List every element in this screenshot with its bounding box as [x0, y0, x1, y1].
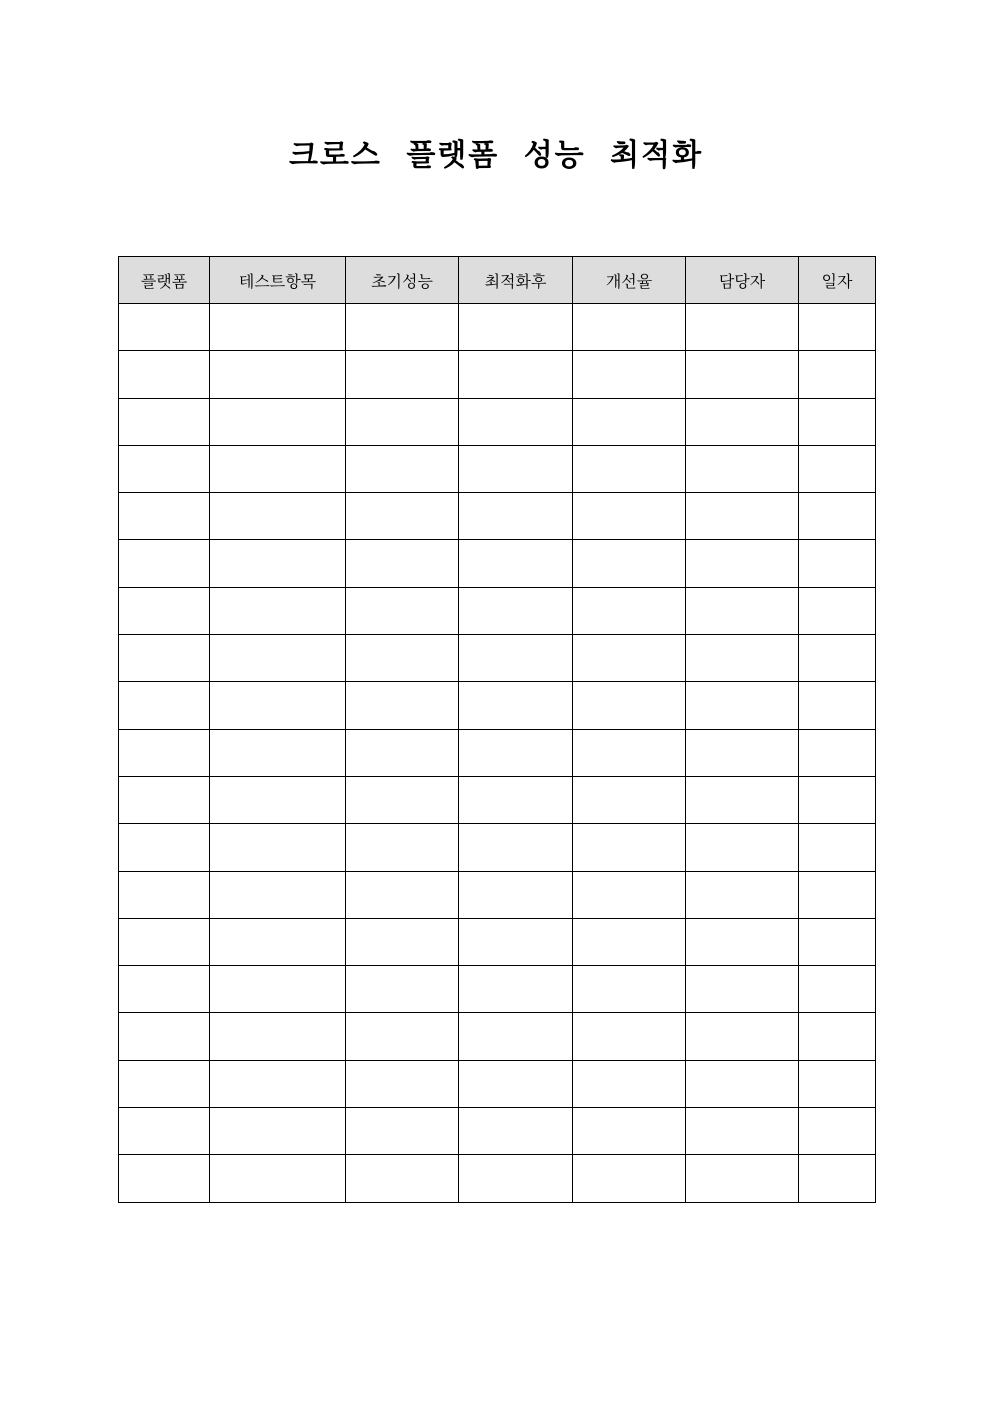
table-row [119, 824, 876, 871]
table-cell[interactable] [119, 1108, 210, 1155]
table-cell[interactable] [119, 776, 210, 823]
table-cell[interactable] [119, 682, 210, 729]
table-cell[interactable] [799, 445, 876, 492]
table-cell[interactable] [210, 304, 346, 351]
table-row [119, 1060, 876, 1107]
table-cell[interactable] [346, 729, 459, 776]
table-cell[interactable] [210, 351, 346, 398]
table-cell[interactable] [346, 966, 459, 1013]
table-cell[interactable] [459, 635, 573, 682]
table-cell[interactable] [459, 682, 573, 729]
table-body [119, 304, 876, 1203]
table-cell[interactable] [799, 398, 876, 445]
table-row [119, 1155, 876, 1202]
table-cell[interactable] [119, 1155, 210, 1202]
table-cell[interactable] [119, 493, 210, 540]
table-cell[interactable] [119, 918, 210, 965]
table-cell[interactable] [799, 540, 876, 587]
table-cell[interactable] [686, 635, 799, 682]
table-row [119, 351, 876, 398]
table-cell[interactable] [346, 351, 459, 398]
table-cell[interactable] [210, 871, 346, 918]
table-cell[interactable] [799, 1013, 876, 1060]
table-cell[interactable] [459, 540, 573, 587]
table-row [119, 493, 876, 540]
table-cell[interactable] [573, 824, 686, 871]
table-cell[interactable] [686, 871, 799, 918]
table-cell[interactable] [686, 304, 799, 351]
table-cell[interactable] [346, 540, 459, 587]
header-improvement-rate: 개선율 [573, 257, 686, 304]
table-row [119, 1013, 876, 1060]
table-cell[interactable] [799, 1060, 876, 1107]
header-date: 일자 [799, 257, 876, 304]
table-cell[interactable] [573, 635, 686, 682]
table-cell[interactable] [459, 445, 573, 492]
table-cell[interactable] [573, 1108, 686, 1155]
table-cell[interactable] [210, 540, 346, 587]
table-cell[interactable] [119, 966, 210, 1013]
table-cell[interactable] [799, 1155, 876, 1202]
table-cell[interactable] [459, 1060, 573, 1107]
table-cell[interactable] [459, 493, 573, 540]
table-cell[interactable] [686, 587, 799, 634]
table-row [119, 445, 876, 492]
table-cell[interactable] [210, 493, 346, 540]
table-cell[interactable] [459, 966, 573, 1013]
table-cell[interactable] [210, 1108, 346, 1155]
table-cell[interactable] [686, 1108, 799, 1155]
table-cell[interactable] [799, 966, 876, 1013]
table-cell[interactable] [210, 824, 346, 871]
table-cell[interactable] [799, 776, 876, 823]
table-cell[interactable] [210, 682, 346, 729]
table-cell[interactable] [346, 493, 459, 540]
table-cell[interactable] [119, 1013, 210, 1060]
table-cell[interactable] [459, 587, 573, 634]
table-cell[interactable] [686, 918, 799, 965]
table-cell[interactable] [459, 398, 573, 445]
table-cell[interactable] [799, 871, 876, 918]
table-cell[interactable] [686, 729, 799, 776]
table-cell[interactable] [210, 729, 346, 776]
table-row [119, 776, 876, 823]
table-cell[interactable] [573, 729, 686, 776]
table-cell[interactable] [210, 966, 346, 1013]
table-row [119, 635, 876, 682]
table-cell[interactable] [686, 493, 799, 540]
table-cell[interactable] [346, 635, 459, 682]
table-cell[interactable] [459, 729, 573, 776]
table-cell[interactable] [346, 682, 459, 729]
table-cell[interactable] [799, 1108, 876, 1155]
table-row [119, 682, 876, 729]
table-cell[interactable] [346, 398, 459, 445]
table-cell[interactable] [573, 493, 686, 540]
table-cell[interactable] [346, 871, 459, 918]
table-cell[interactable] [573, 1060, 686, 1107]
table-cell[interactable] [573, 304, 686, 351]
table-cell[interactable] [119, 398, 210, 445]
table-row [119, 918, 876, 965]
table-cell[interactable] [346, 776, 459, 823]
table-cell[interactable] [346, 918, 459, 965]
table-cell[interactable] [119, 824, 210, 871]
table-cell[interactable] [459, 351, 573, 398]
table-cell[interactable] [119, 540, 210, 587]
table-cell[interactable] [799, 351, 876, 398]
table-cell[interactable] [119, 304, 210, 351]
table-cell[interactable] [459, 824, 573, 871]
table-cell[interactable] [119, 445, 210, 492]
table-cell[interactable] [686, 824, 799, 871]
table-cell[interactable] [210, 635, 346, 682]
table-cell[interactable] [799, 587, 876, 634]
table-cell[interactable] [346, 1013, 459, 1060]
table-cell[interactable] [210, 918, 346, 965]
table-cell[interactable] [686, 351, 799, 398]
table-cell[interactable] [686, 398, 799, 445]
table-cell[interactable] [210, 445, 346, 492]
table-row [119, 587, 876, 634]
table-cell[interactable] [686, 966, 799, 1013]
table-cell[interactable] [573, 918, 686, 965]
table-cell[interactable] [573, 1155, 686, 1202]
table-cell[interactable] [686, 682, 799, 729]
table-cell[interactable] [799, 304, 876, 351]
header-owner: 담당자 [686, 257, 799, 304]
table-row [119, 540, 876, 587]
table-cell[interactable] [346, 587, 459, 634]
table-cell[interactable] [686, 540, 799, 587]
table-cell[interactable] [210, 1060, 346, 1107]
header-initial-performance: 초기성능 [346, 257, 459, 304]
table-cell[interactable] [210, 398, 346, 445]
table-cell[interactable] [210, 1155, 346, 1202]
table-cell[interactable] [459, 871, 573, 918]
performance-table [118, 256, 876, 1203]
table-cell[interactable] [573, 1013, 686, 1060]
table-row [119, 729, 876, 776]
table-cell[interactable] [210, 776, 346, 823]
table-cell[interactable] [346, 445, 459, 492]
table-cell[interactable] [119, 635, 210, 682]
table-cell[interactable] [119, 587, 210, 634]
table-cell[interactable] [119, 351, 210, 398]
table-cell[interactable] [119, 871, 210, 918]
table-row [119, 398, 876, 445]
table-cell[interactable] [573, 540, 686, 587]
table-cell[interactable] [346, 824, 459, 871]
table-cell[interactable] [686, 1013, 799, 1060]
table-cell[interactable] [459, 1108, 573, 1155]
table-cell[interactable] [210, 587, 346, 634]
header-platform: 플랫폼 [119, 257, 210, 304]
table-cell[interactable] [346, 1155, 459, 1202]
table-cell[interactable] [119, 1060, 210, 1107]
header-test-item: 테스트항목 [210, 257, 346, 304]
table-cell[interactable] [573, 351, 686, 398]
table-cell[interactable] [573, 871, 686, 918]
table-cell[interactable] [799, 493, 876, 540]
table-cell[interactable] [799, 918, 876, 965]
header-after-optimization: 최적화후 [459, 257, 573, 304]
table-cell[interactable] [346, 1108, 459, 1155]
table-cell[interactable] [459, 918, 573, 965]
table-cell[interactable] [686, 1155, 799, 1202]
table-cell[interactable] [686, 445, 799, 492]
table-cell[interactable] [573, 587, 686, 634]
table-cell[interactable] [799, 682, 876, 729]
table-row [119, 304, 876, 351]
table-cell[interactable] [459, 304, 573, 351]
table-cell[interactable] [686, 776, 799, 823]
table-cell[interactable] [346, 1060, 459, 1107]
table-cell[interactable] [573, 966, 686, 1013]
table-cell[interactable] [573, 398, 686, 445]
table-cell[interactable] [119, 729, 210, 776]
table-header-row [119, 257, 876, 304]
table-cell[interactable] [459, 1013, 573, 1060]
table-cell[interactable] [573, 445, 686, 492]
page-title: 크로스 플랫폼 성능 최적화 [288, 138, 704, 173]
table-cell[interactable] [459, 1155, 573, 1202]
table-row [119, 871, 876, 918]
table-cell[interactable] [799, 729, 876, 776]
table-row [119, 966, 876, 1013]
table-cell[interactable] [573, 776, 686, 823]
table-cell[interactable] [459, 776, 573, 823]
table-cell[interactable] [799, 635, 876, 682]
table-cell[interactable] [686, 1060, 799, 1107]
table-row [119, 1108, 876, 1155]
table-cell[interactable] [799, 824, 876, 871]
table-cell[interactable] [573, 682, 686, 729]
table-cell[interactable] [210, 1013, 346, 1060]
table-cell[interactable] [346, 304, 459, 351]
